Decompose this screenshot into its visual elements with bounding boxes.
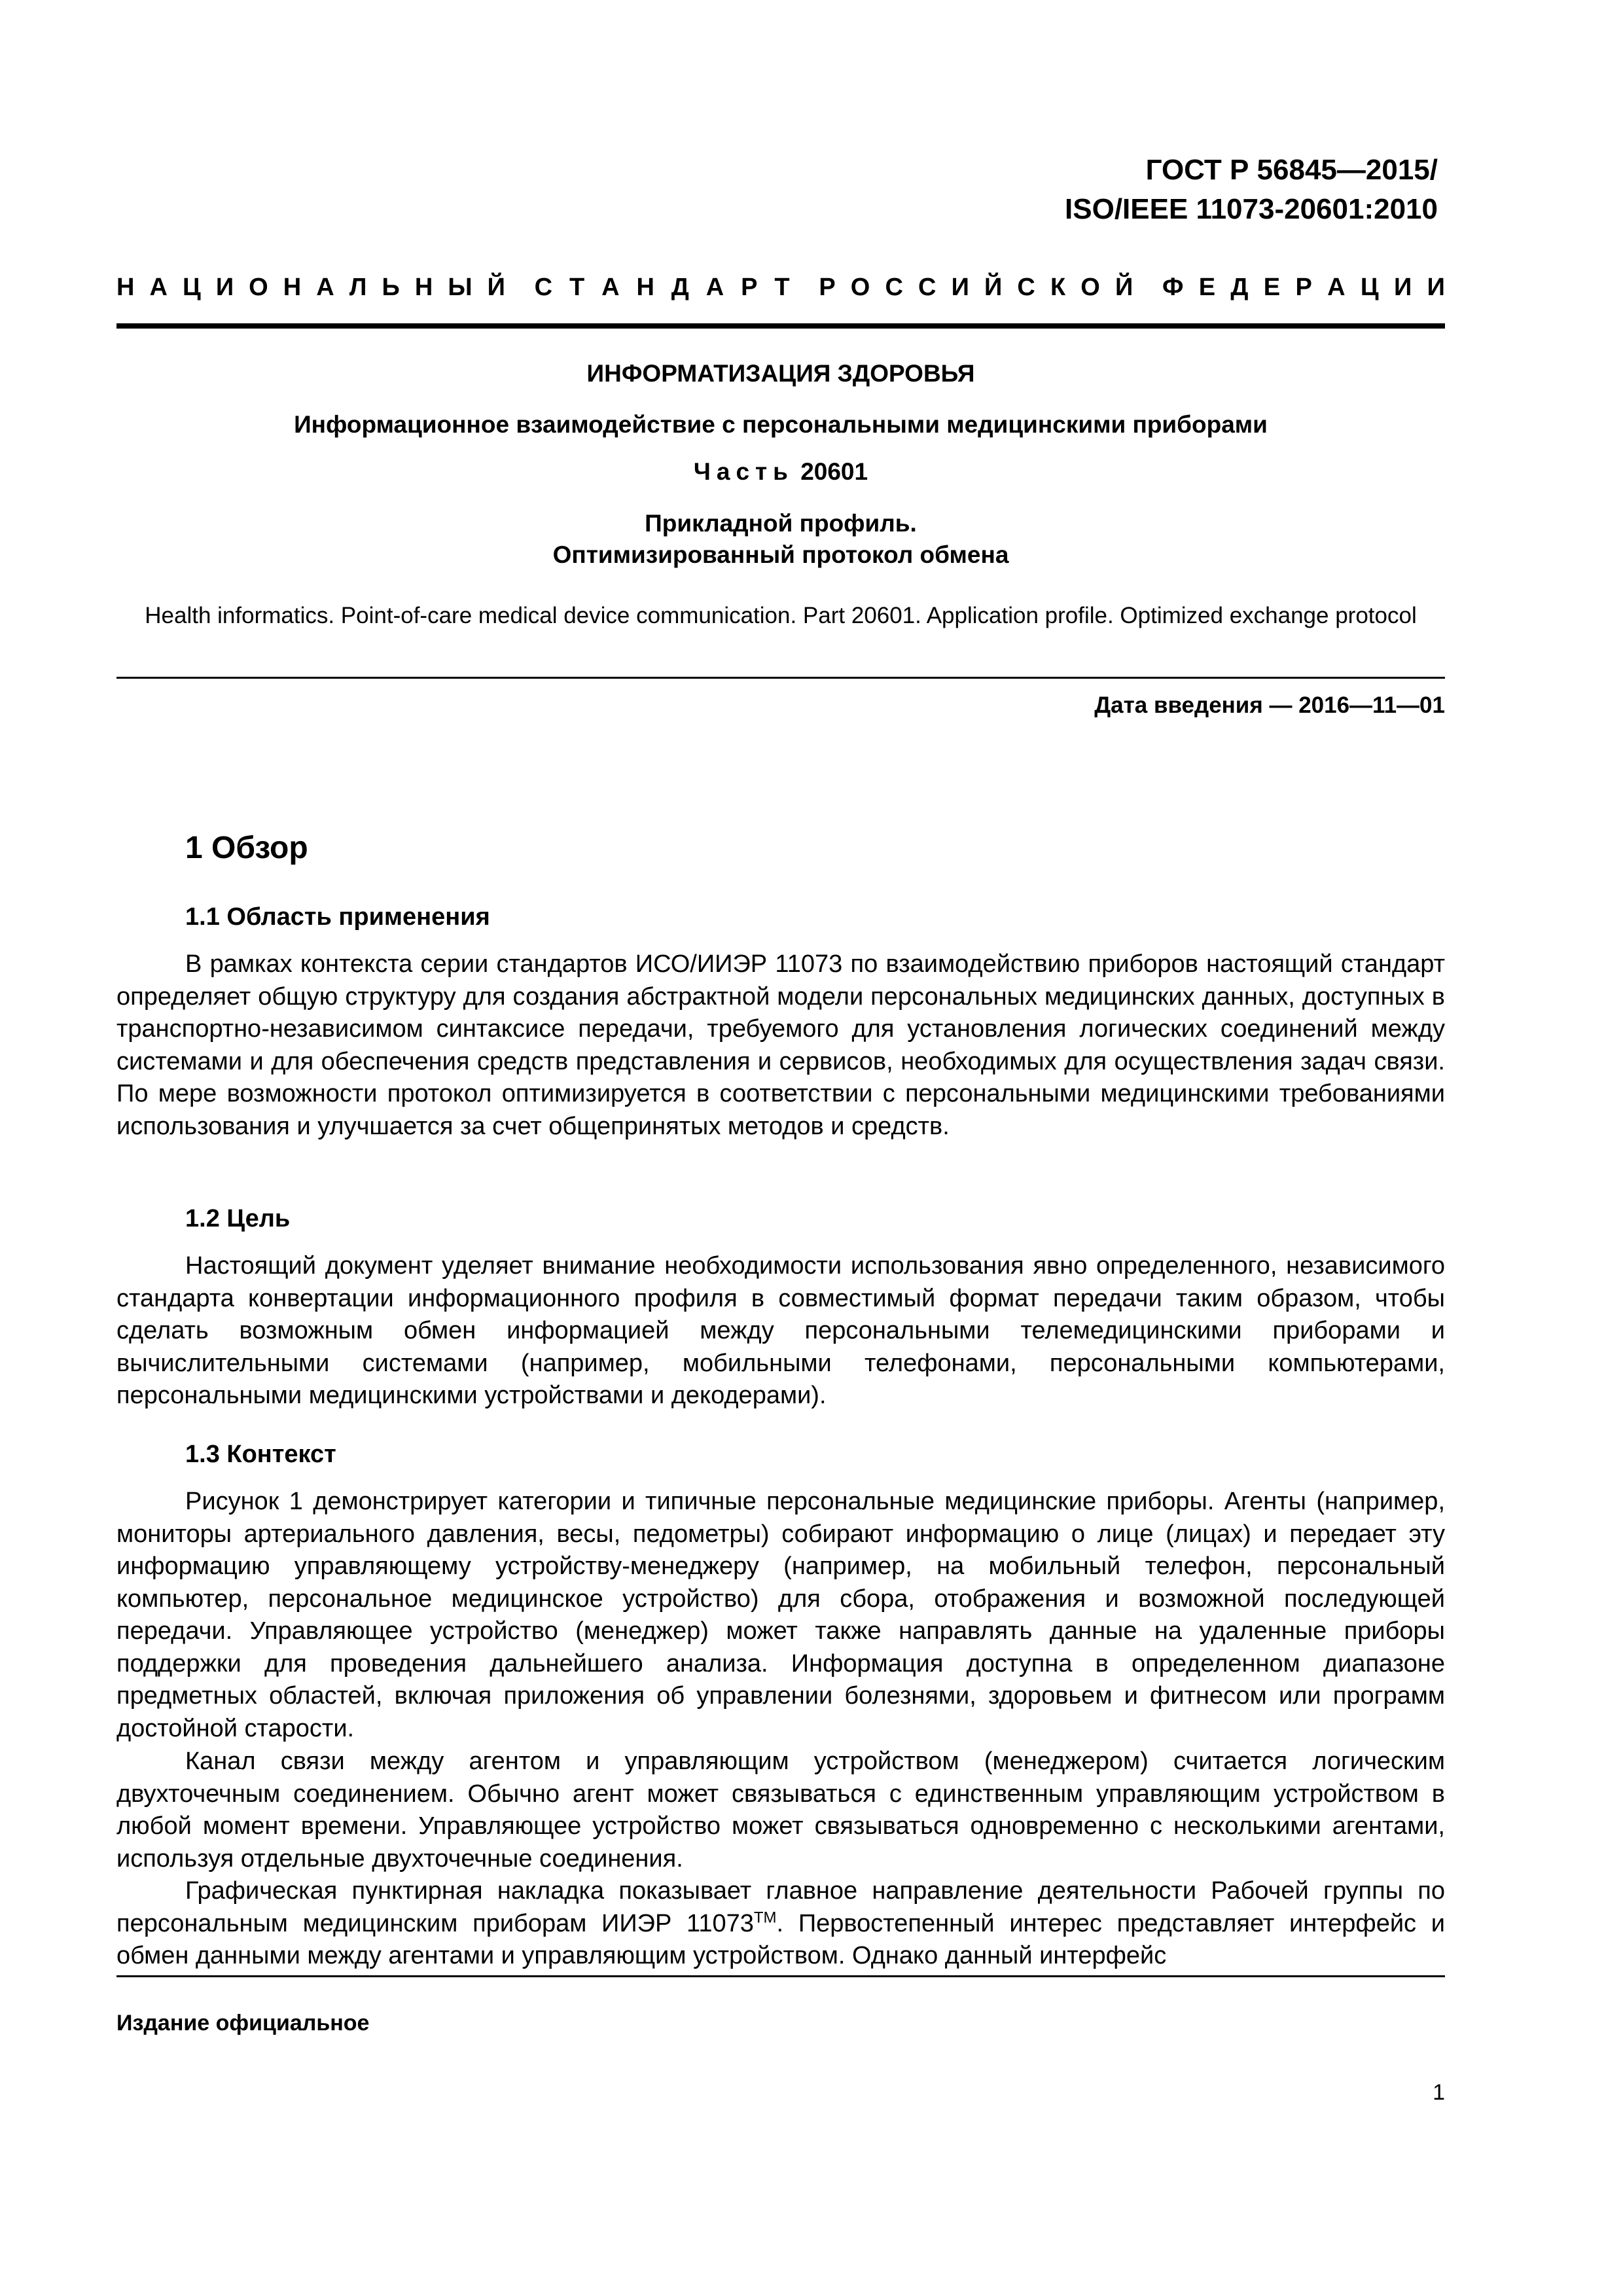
paragraph: Рисунок 1 демонстрирует категории и типичные персональные медицинские приборы. Агенты (например, мониторы артериального давления, весы, педометры) собирают информацию о лице (лицах) и передает эту информацию управляющему устройству-менеджеру (например, на мобильный телефон, персональный компьютер, персональное медицинское устройство) для сбора, отображения и возможной последующей передачи. Управляющее устройство (менеджер) может также направлять данные на удаленные приборы поддержки для проведения дальнейшего анализа. Информация доступна в определенном диапазоне предметных областей, включая приложения об управлении болезнями, здоровьем и фитнесом или программ достойной старости. bbox=[116, 1488, 1445, 1742]
paragraph-text: Графическая пунктирная накладка показывает главное направление деятельности Рабочей группы по персональным медицинским приборам ИИЭР 11073 bbox=[116, 1877, 1445, 1937]
subsection-heading: 1.3 Контекст bbox=[185, 1441, 336, 1468]
paragraph: Настоящий документ уделяет внимание необходимости использования явно определенного, независимого стандарта конвертации информационного профиля в совместимый формат передачи таким образом, чтобы сделать возможным обмен информацией между персональными телемедицинскими приборами и вычислительными системами (например, мобильными телефонами, персональными компьютерами, персональными медицинскими устройствами и декодерами). bbox=[116, 1252, 1445, 1409]
part-word: Часть bbox=[693, 458, 794, 485]
trademark-mark: TM bbox=[753, 1908, 777, 1926]
header-divider bbox=[116, 323, 1445, 329]
banner-word: С Т А Н Д А Р Т bbox=[534, 274, 790, 301]
profile-title bbox=[116, 508, 1445, 571]
banner-word: Ф Е Д Е Р А Ц И И bbox=[1162, 274, 1445, 301]
profile-line: Прикладной профиль. bbox=[645, 510, 917, 537]
paragraph: В рамках контекста серии стандартов ИСО/ИИЭР 11073 по взаимодействию приборов настоящий стандарт определяет общую структуру для создания абстрактной модели персональных медицинских данных, доступных в транспортно-независимом синтаксисе передачи, требуемого для установления логических соединений между системами и для обеспечения средств представления и сервисов, необходимых для осуществления задач связи. По мере возможности протокол оптимизируется в соответствии с персональными медицинскими требованиями использования и улучшается за счет общепринятых методов и средств. bbox=[116, 950, 1445, 1140]
banner-word: Н А Ц И О Н А Л Ь Н Ы Й bbox=[116, 274, 505, 301]
document-title: ИНФОРМАТИЗАЦИЯ ЗДОРОВЬЯ bbox=[586, 360, 975, 387]
subsection-heading: 1.2 Цель bbox=[185, 1205, 291, 1232]
iso-number: ISO/IEEE 11073-20601:2010 bbox=[1065, 193, 1438, 225]
subsection-heading: 1.1 Область применения bbox=[185, 903, 490, 931]
paragraph bbox=[116, 1875, 1445, 1973]
document-subtitle: Информационное взаимодействие с персональными медицинскими приборами bbox=[294, 411, 1268, 438]
english-title: Health informatics. Point-of-care medical device communication. Part 20601. Application profile. Optimized exchange protocol bbox=[145, 603, 1417, 628]
title-divider bbox=[116, 677, 1445, 679]
introduction-date: Дата введения — 2016—11—01 bbox=[1094, 692, 1445, 718]
official-edition-label: Издание официальное bbox=[116, 2011, 370, 2036]
part-label bbox=[116, 458, 1445, 486]
profile-line: Оптимизированный протокол обмена bbox=[552, 541, 1009, 568]
paragraph-text: . Первостепенный интерес представляет интерфейс и обмен данными между агентами и управляющим устройством. Однако данный интерфейс bbox=[116, 1909, 1445, 1969]
paragraph: Канал связи между агентом и управляющим устройством (менеджером) считается логическим двухточечным соединением. Обычно агент может связываться с единственным управляющим устройством в любой момент времени. Управляющее устройство может связываться одновременно с несколькими агентами, используя отдельные двухточечные соединения. bbox=[116, 1748, 1445, 1873]
gost-number: ГОСТ Р 56845—2015/ bbox=[1145, 154, 1438, 186]
banner-word: Р О С С И Й С К О Й bbox=[819, 274, 1133, 301]
section-heading: 1 Обзор bbox=[185, 831, 308, 865]
national-standard-banner bbox=[116, 274, 1445, 302]
part-number: 20601 bbox=[800, 458, 868, 485]
footer-divider bbox=[116, 1975, 1445, 1977]
page-number: 1 bbox=[1433, 2080, 1445, 2105]
standard-designation bbox=[1065, 151, 1438, 229]
